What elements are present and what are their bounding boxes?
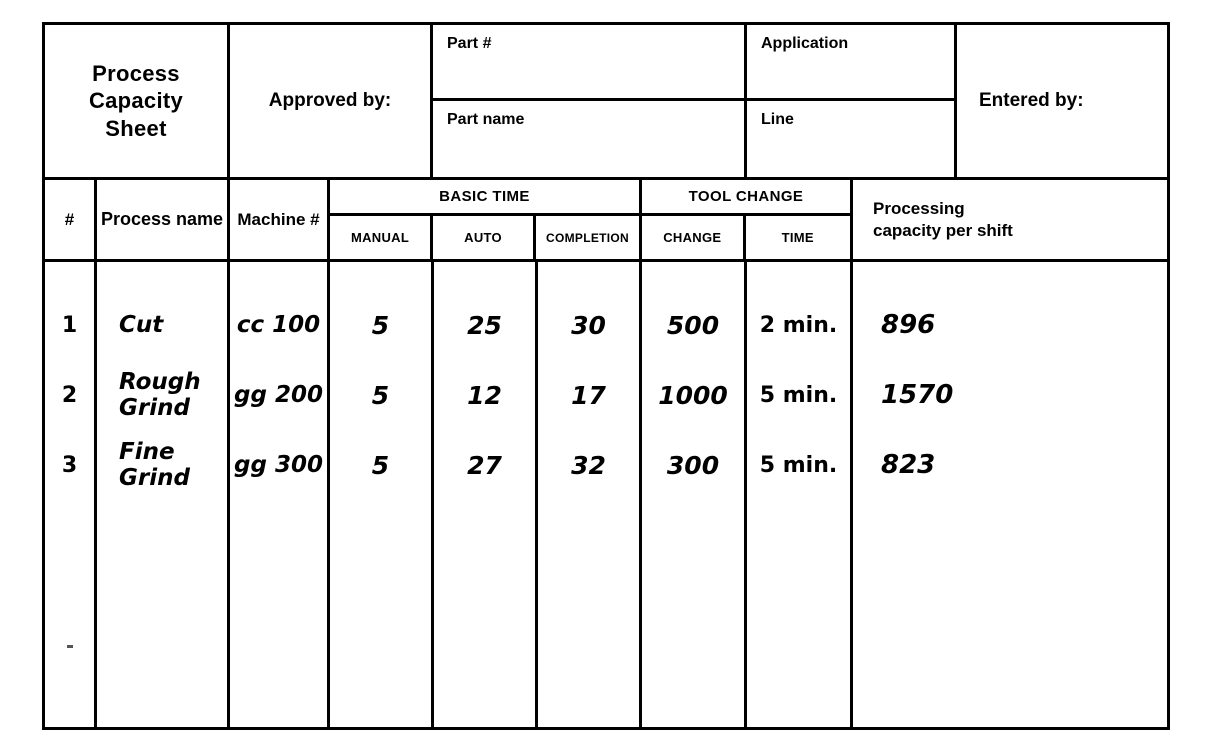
table-column-headers — [45, 180, 1167, 262]
cell-process-name: Rough Grind — [119, 369, 201, 421]
column-processing-capacity — [853, 262, 1167, 727]
cell-tool-change-count: 1000 — [658, 380, 728, 410]
table-body — [45, 262, 1167, 727]
basic-time-subheaders — [330, 216, 639, 259]
part-number-field[interactable] — [433, 25, 744, 101]
process-capacity-sheet — [42, 22, 1170, 730]
cell-number: 1 — [61, 312, 78, 338]
cell-processing-capacity: 1570 — [881, 380, 954, 410]
column-process-name — [97, 262, 230, 727]
column-auto-time — [434, 262, 538, 727]
processing-capacity-line-1: Processing — [873, 199, 965, 219]
cell-processing-capacity: 896 — [881, 310, 936, 340]
cell-tool-change-time: 2 min. — [759, 312, 838, 338]
column-header-manual: MANUAL — [330, 216, 433, 259]
column-completion-time — [538, 262, 642, 727]
column-manual-time — [330, 262, 434, 727]
cell-machine-number: cc 100 — [236, 312, 321, 338]
cell-completion-time: 30 — [571, 310, 606, 340]
cell-tool-change-count: 300 — [666, 450, 720, 480]
application-field[interactable] — [747, 25, 954, 101]
part-info-cell — [433, 25, 747, 177]
cell-tool-change-count: 500 — [666, 310, 720, 340]
column-group-basic-time — [330, 180, 642, 259]
part-name-field[interactable] — [433, 101, 744, 177]
cell-auto-time: 12 — [467, 380, 502, 410]
part-number-label: Part # — [447, 35, 492, 52]
cell-auto-time: 27 — [467, 450, 502, 480]
cell-processing-capacity: 823 — [881, 450, 936, 480]
cell-manual-time: 5 — [371, 380, 390, 410]
line-label: Line — [761, 111, 794, 128]
column-header-completion: COMPLETION — [546, 230, 630, 245]
column-header-time: TIME — [781, 230, 814, 245]
application-info-cell — [747, 25, 957, 177]
cell-process-name: Fine Grind — [119, 439, 190, 491]
column-header-basic-time: BASIC TIME — [330, 180, 639, 216]
processing-capacity-line-2: capacity per shift — [873, 220, 1013, 240]
sheet-title-line-1: Process — [92, 60, 180, 86]
approved-by-label: Approved by: — [268, 90, 392, 111]
column-header-machine-number: Machine # — [230, 180, 330, 259]
column-header-processing-capacity — [853, 180, 1167, 259]
cell-tool-change-time: 5 min. — [759, 382, 838, 408]
cell-machine-number: gg 200 — [234, 382, 323, 408]
cell-number: 2 — [61, 382, 78, 408]
column-header-number: # — [45, 180, 97, 259]
entered-by-cell[interactable] — [957, 25, 1167, 177]
column-header-tool-change: TOOL CHANGE — [642, 180, 850, 216]
page-title — [89, 60, 183, 143]
column-header-change: CHANGE — [642, 216, 746, 259]
cell-completion-time: 32 — [571, 450, 606, 480]
column-header-auto: AUTO — [433, 216, 536, 259]
column-number — [45, 262, 97, 727]
cell-completion-time: 17 — [571, 380, 606, 410]
approved-by-cell[interactable] — [230, 25, 433, 177]
column-tool-change-time — [747, 262, 853, 727]
cell-tool-change-time: 5 min. — [759, 452, 838, 478]
cell-process-name: Cut — [119, 312, 164, 338]
application-label: Application — [761, 35, 849, 52]
column-machine-number — [230, 262, 330, 727]
column-group-tool-change — [642, 180, 853, 259]
cell-machine-number: gg 300 — [234, 452, 323, 478]
column-header-process-name: Process name — [97, 180, 230, 259]
entered-by-label: Entered by: — [979, 90, 1084, 111]
cell-manual-time: 5 — [371, 310, 390, 340]
sheet-title-line-3: Sheet — [105, 115, 167, 141]
paper-speck — [67, 645, 73, 648]
column-tool-change-count — [642, 262, 747, 727]
sheet-header — [45, 25, 1167, 180]
sheet-title-cell — [45, 25, 230, 177]
sheet-title-line-2: Capacity — [88, 88, 184, 114]
cell-number: 3 — [61, 452, 78, 478]
tool-change-subheaders — [642, 216, 850, 259]
cell-auto-time: 25 — [467, 310, 502, 340]
cell-manual-time: 5 — [371, 450, 390, 480]
part-name-label: Part name — [447, 111, 525, 128]
line-field[interactable] — [747, 101, 954, 177]
